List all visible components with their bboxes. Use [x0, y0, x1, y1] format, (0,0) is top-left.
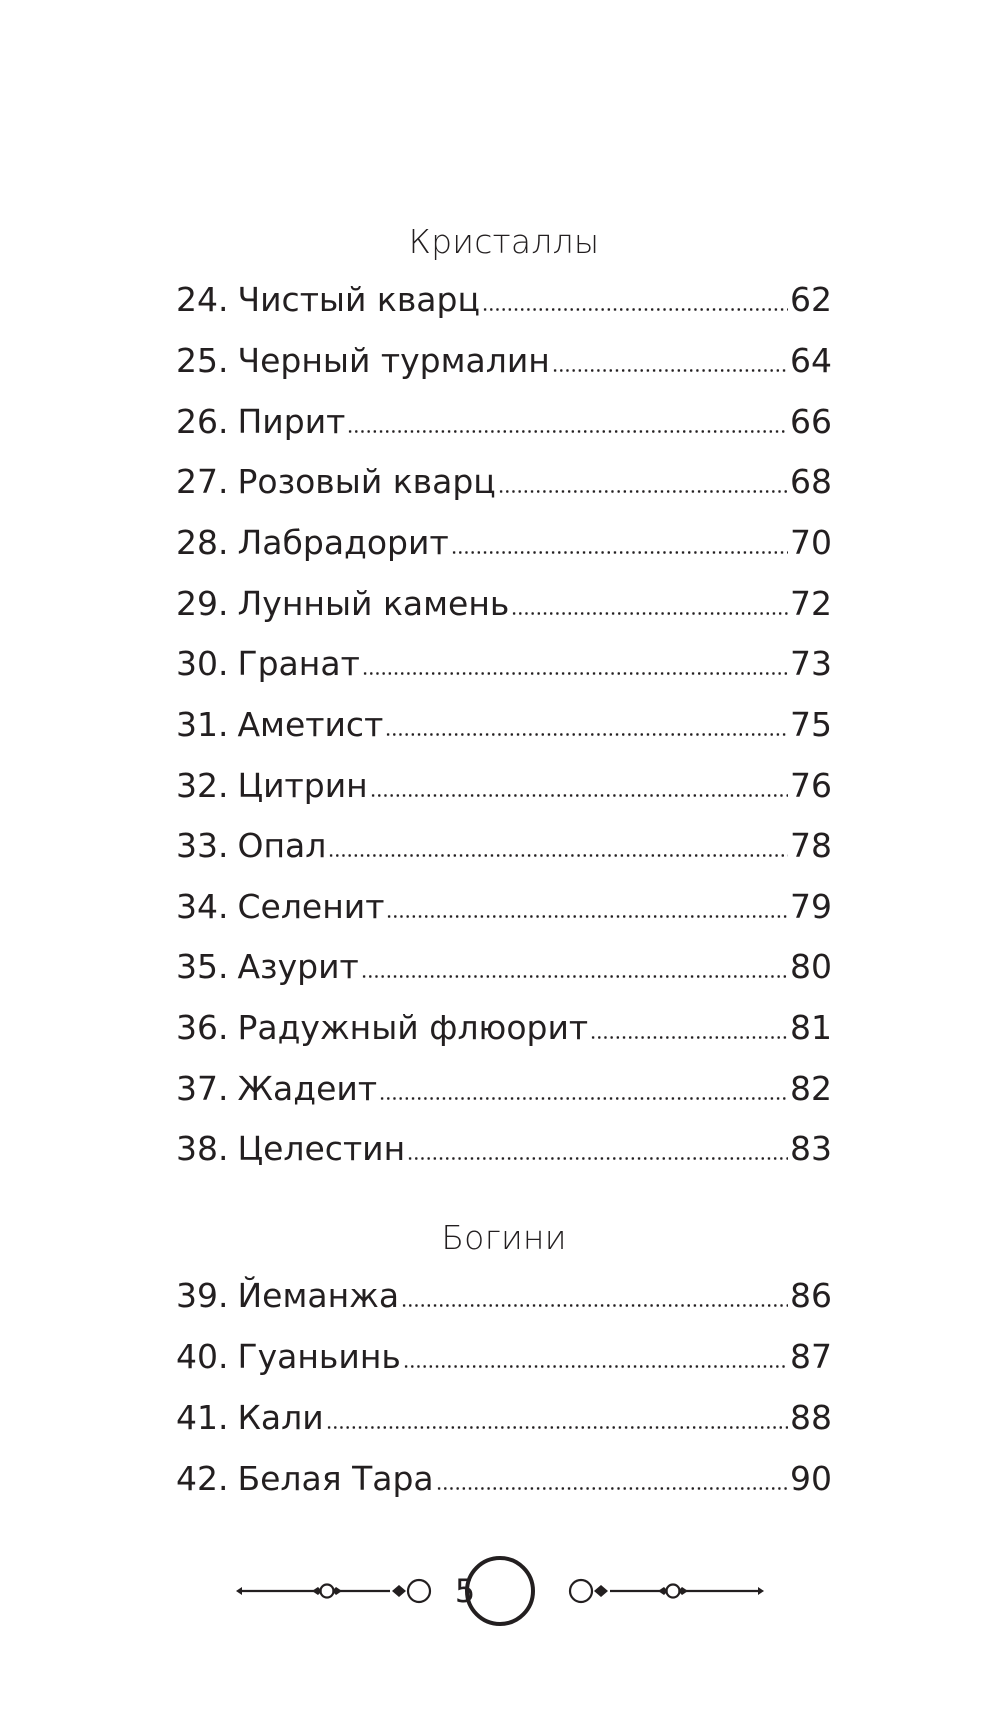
toc-entry[interactable] [176, 519, 832, 563]
entry-title: Белая Тара [237, 1459, 434, 1498]
entry-number: 42. [176, 1459, 229, 1498]
toc-entry[interactable] [176, 943, 832, 987]
entry-title: Чистый кварц [237, 280, 480, 319]
entry-title: Лабрадорит [237, 523, 449, 562]
entry-number: 29. [176, 584, 229, 623]
flourish-divider-icon [236, 1546, 764, 1636]
toc-entry[interactable] [176, 1394, 832, 1438]
toc-entry[interactable] [176, 337, 832, 381]
entry-number: 34. [176, 887, 229, 926]
entry-title: Радужный флюорит [237, 1008, 589, 1047]
entry-number: 36. [176, 1008, 229, 1047]
entry-page-number: 72 [790, 584, 832, 623]
section-title-goddesses: Богини [441, 1218, 567, 1257]
dot-leader [552, 369, 788, 372]
entry-page-number: 87 [790, 1337, 832, 1376]
entry-title: Гранат [237, 644, 360, 683]
dot-leader [347, 430, 788, 433]
entry-title: Кали [237, 1398, 324, 1437]
entry-number: 27. [176, 462, 229, 501]
entry-title: Гуаньинь [237, 1337, 401, 1376]
dot-leader [326, 1426, 788, 1429]
entry-title: Жадеит [237, 1069, 378, 1108]
toc-entry[interactable] [176, 276, 832, 320]
entry-page-number: 83 [790, 1129, 832, 1168]
entry-number: 31. [176, 705, 229, 744]
entry-number: 38. [176, 1129, 229, 1168]
entry-title: Пирит [237, 402, 346, 441]
toc-entry[interactable] [176, 458, 832, 502]
entry-number: 32. [176, 766, 229, 805]
entry-number: 26. [176, 402, 229, 441]
toc-entry[interactable] [176, 1272, 832, 1316]
dot-leader [482, 308, 788, 311]
entry-page-number: 88 [790, 1398, 832, 1437]
entry-number: 37. [176, 1069, 229, 1108]
toc-entry[interactable] [176, 701, 832, 745]
dot-leader [498, 490, 788, 493]
entry-number: 30. [176, 644, 229, 683]
entry-page-number: 68 [790, 462, 832, 501]
entry-page-number: 76 [790, 766, 832, 805]
entry-title: Розовый кварц [237, 462, 496, 501]
dot-leader [385, 733, 788, 736]
entry-title: Азурит [237, 947, 359, 986]
entry-number: 41. [176, 1398, 229, 1437]
toc-entry[interactable] [176, 762, 832, 806]
entry-page-number: 75 [790, 705, 832, 744]
page-number: 5 [454, 1572, 476, 1610]
dot-leader [328, 854, 788, 857]
toc-entry[interactable] [176, 883, 832, 927]
dot-leader [590, 1036, 788, 1039]
entry-page-number: 81 [790, 1008, 832, 1047]
toc-entry[interactable] [176, 1065, 832, 1109]
entry-page-number: 79 [790, 887, 832, 926]
dot-leader [436, 1487, 788, 1490]
dot-leader [379, 1097, 788, 1100]
entry-page-number: 62 [790, 280, 832, 319]
entry-number: 33. [176, 826, 229, 865]
entry-title: Черный турмалин [237, 341, 550, 380]
dot-leader [361, 975, 788, 978]
toc-entry[interactable] [176, 1004, 832, 1048]
entry-page-number: 73 [790, 644, 832, 683]
entry-page-number: 78 [790, 826, 832, 865]
dot-leader [401, 1304, 788, 1307]
entry-title: Целестин [237, 1129, 406, 1168]
dot-leader [403, 1365, 788, 1368]
entry-number: 39. [176, 1276, 229, 1315]
toc-entry[interactable] [176, 822, 832, 866]
section-title-crystals: Кристаллы [408, 222, 600, 261]
entry-page-number: 64 [790, 341, 832, 380]
toc-entry[interactable] [176, 398, 832, 442]
entry-page-number: 66 [790, 402, 832, 441]
entry-number: 24. [176, 280, 229, 319]
entry-title: Селенит [237, 887, 385, 926]
entry-page-number: 90 [790, 1459, 832, 1498]
dot-leader [362, 672, 788, 675]
entry-number: 28. [176, 523, 229, 562]
dot-leader [370, 794, 788, 797]
entry-page-number: 82 [790, 1069, 832, 1108]
toc-entry[interactable] [176, 1455, 832, 1499]
toc-entry[interactable] [176, 1125, 832, 1169]
dot-leader [451, 551, 788, 554]
toc-entry[interactable] [176, 1333, 832, 1377]
entry-number: 40. [176, 1337, 229, 1376]
entry-page-number: 80 [790, 947, 832, 986]
dot-leader [386, 915, 788, 918]
entry-title: Опал [237, 826, 327, 865]
dot-leader [511, 612, 788, 615]
toc-entry[interactable] [176, 580, 832, 624]
entry-title: Йеманжа [237, 1276, 400, 1315]
entry-page-number: 70 [790, 523, 832, 562]
entry-number: 35. [176, 947, 229, 986]
entry-title: Лунный камень [237, 584, 510, 623]
entry-title: Цитрин [237, 766, 368, 805]
toc-entry[interactable] [176, 640, 832, 684]
entry-title: Аметист [237, 705, 384, 744]
entry-page-number: 86 [790, 1276, 832, 1315]
entry-number: 25. [176, 341, 229, 380]
dot-leader [407, 1157, 788, 1160]
